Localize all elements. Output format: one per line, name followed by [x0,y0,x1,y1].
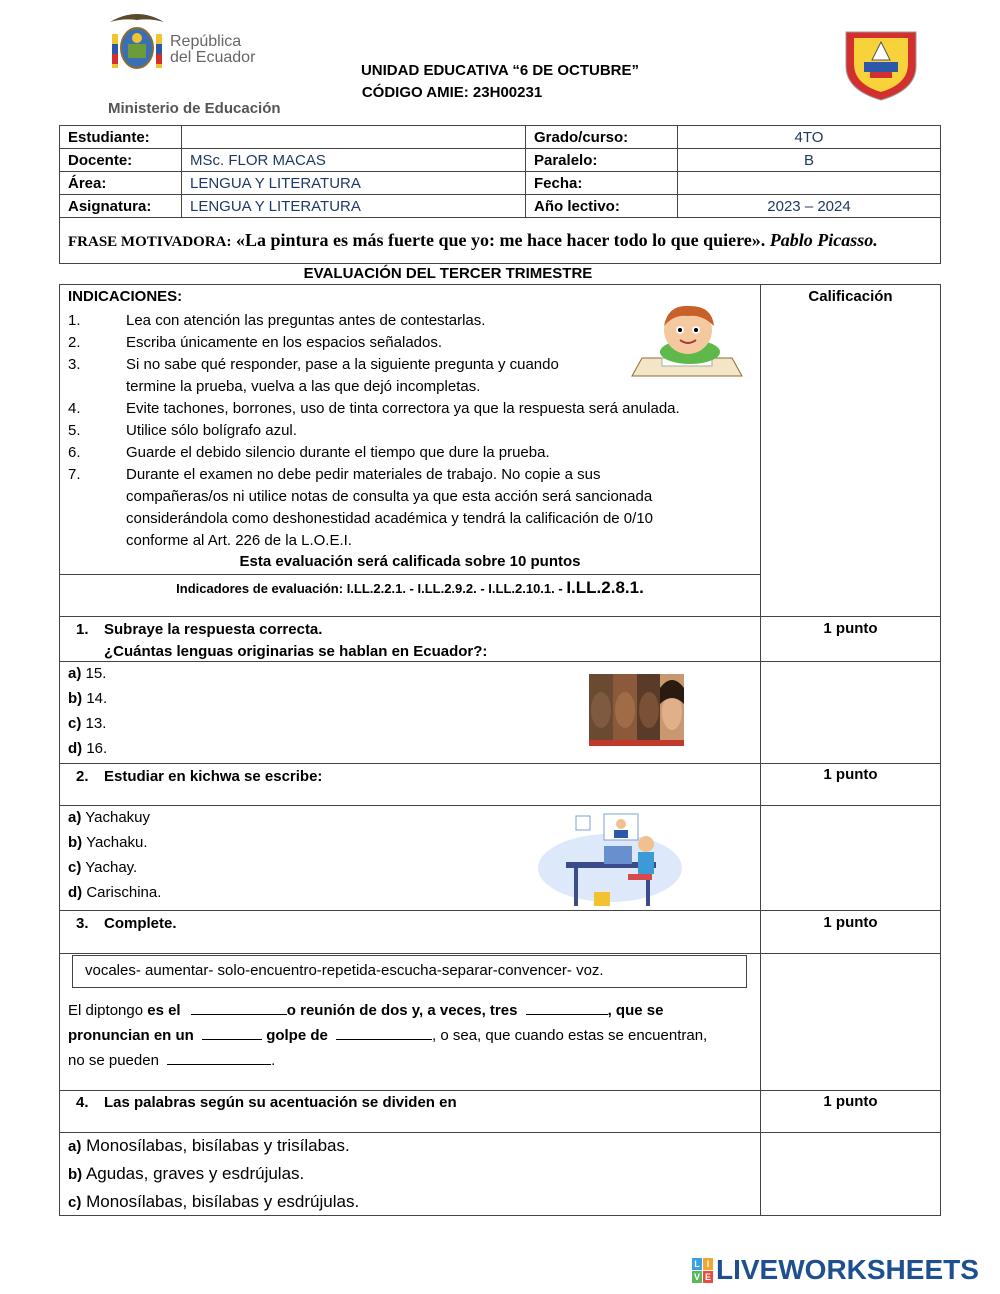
list-item: considerándola como deshonestidad académica y tendrá la calificación de 0/10 [126,510,653,527]
q2-title: 2. Estudiar en kichwa se escribe: [76,768,323,785]
q1-option-c[interactable]: c) 13. [68,715,107,732]
fecha-field[interactable] [678,172,941,195]
list-item: 2. Escriba únicamente en los espacios señalados. [68,334,443,351]
q1-option-d[interactable]: d) 16. [68,740,108,757]
online-study-illustration [518,810,684,908]
q2-option-d[interactable]: d) Carischina. [68,884,162,901]
q3-blank-1[interactable] [191,1000,287,1015]
q4-options [68,1132,359,1216]
list-item: 3. Si no sabe qué responder, pase a la siguiente pregunta y cuando [68,356,559,373]
frase-label: FRASE MOTIVADORA: [68,233,232,250]
q1-option-b[interactable]: b) 14. [68,690,108,707]
list-item: 5. Utilice sólo bolígrafo azul. [68,422,297,439]
indicadores-line [59,578,761,598]
frase-motivadora [60,218,941,264]
frase-text: «La pintura es más fuerte que yo: me hace hacer todo lo que quiere». [235,229,766,250]
q1-question: ¿Cuántas lenguas originarias se hablan en Ecuador?: [104,643,488,660]
indicadores-last: I.LL.2.8.1. [566,578,644,597]
q2-points: 1 punto [823,766,878,783]
asignatura-label: Asignatura: [60,195,182,218]
area-value: LENGUA Y LITERATURA [182,172,526,195]
indicaciones-title: INDICACIONES: [68,288,183,305]
evaluation-title: EVALUACIÓN DEL TERCER TRIMESTRE [303,265,593,282]
q4-option-c[interactable]: c) Monosílabas, bisílabas y esdrújulas. [68,1192,360,1211]
calificacion-column [760,284,941,617]
school-code: CÓDIGO AMIE: 23H00231 [361,84,543,101]
list-item: compañeras/os ni utilice notas de consulta ya que esta acción será sancionada [126,488,653,505]
grado-value: 4TO [678,126,941,149]
badge-letter: V [693,1271,700,1282]
list-item: 7. Durante el examen no debe pedir materiales de trabajo. No copie a sus [68,466,601,483]
q3-answer-cell[interactable] [760,953,941,1091]
q4-title: 4. Las palabras según su acentuación se dividen en [76,1094,457,1111]
q3-line-2: pronuncian en un golpe de , o sea, que cuando estas se encuentran, [68,1027,708,1044]
student-studying-illustration [628,302,746,382]
q2-option-a[interactable]: a) Yachakuy [68,809,151,826]
q1-title: 1. Subraye la respuesta correcta. [76,621,323,638]
q3-blank-3[interactable] [202,1025,262,1040]
badge-letter: E [704,1271,711,1282]
badge-letter: I [703,1258,713,1270]
q2-option-b[interactable]: b) Yachaku. [68,834,148,851]
paralelo-label: Paralelo: [526,149,678,172]
q3-blank-4[interactable] [336,1025,432,1040]
student-info-table [59,125,941,264]
indicadores-codes: I.LL.2.2.1. - I.LL.2.9.2. - I.LL.2.10.1. - [346,581,563,596]
grado-label: Grado/curso: [526,126,678,149]
q4-option-b[interactable]: b) Agudas, graves y esdrújulas. [68,1164,305,1183]
calificacion-header: Calificación [808,288,893,305]
q4-option-a[interactable]: a) Monosílabas, bisílabas y trisílabas. [68,1136,350,1155]
q3-blank-5[interactable] [167,1050,271,1065]
q3-word-bank: vocales- aumentar- solo-encuentro-repetida-escucha-separar-convencer- voz. [72,955,747,988]
frase-author: Pablo Picasso. [769,229,878,250]
q1-points: 1 punto [823,620,878,637]
liveworksheets-brand: LIVEWORKSHEETS [716,1254,979,1285]
indicadores-prefix: Indicadores de evaluación: [176,581,344,596]
q3-line-1: El diptongo es el o reunión de dos y, a veces, tres , que se [68,1002,664,1019]
asignatura-value: LENGUA Y LITERATURA [182,195,526,218]
estudiante-field[interactable] [182,126,526,149]
q4-answer-cell[interactable] [760,1132,941,1216]
fecha-label: Fecha: [526,172,678,195]
liveworksheets-logo [692,1255,979,1285]
q4-points: 1 punto [823,1093,878,1110]
q3-points: 1 punto [823,914,878,931]
badge-letter: L [692,1258,702,1270]
list-item: termine la prueba, vuelva a las que dejó incompletas. [126,378,481,395]
q3-paragraph [68,998,758,1073]
republica-text: República del Ecuador [170,33,256,66]
area-label: Área: [60,172,182,195]
calificada-note: Esta evaluación será calificada sobre 10 puntos [239,553,581,570]
q1-answer-cell[interactable] [760,661,941,764]
docente-label: Docente: [60,149,182,172]
list-item: 1. Lea con atención las preguntas antes de contestarlas. [68,312,486,329]
school-shield-logo [842,26,920,102]
q1-options [68,661,107,761]
indicadores-divider [59,574,761,575]
q3-line-3: no se pueden . [68,1052,276,1069]
ministerio-text: Ministerio de Educación [108,100,281,117]
q2-answer-cell[interactable] [760,805,941,911]
paralelo-value: B [678,149,941,172]
anio-value: 2023 – 2024 [678,195,941,218]
anio-label: Año lectivo: [526,195,678,218]
liveworksheets-badge-icon [692,1258,713,1283]
q2-option-c[interactable]: c) Yachay. [68,859,138,876]
faces-collage-image [589,674,684,746]
estudiante-label: Estudiante: [60,126,182,149]
school-name: UNIDAD EDUCATIVA “6 DE OCTUBRE” [360,62,640,79]
list-item: 4. Evite tachones, borrones, uso de tinta correctora ya que la respuesta será anulada. [68,400,680,417]
list-item: 6. Guarde el debido silencio durante el tiempo que dure la prueba. [68,444,550,461]
q3-title: 3. Complete. [76,915,177,932]
q2-options [68,805,161,905]
docente-value: MSc. FLOR MACAS [182,149,526,172]
q3-blank-2[interactable] [526,1000,608,1015]
q1-option-a[interactable]: a) 15. [68,665,107,682]
list-item: conforme al Art. 226 de la L.O.E.I. [126,532,352,549]
